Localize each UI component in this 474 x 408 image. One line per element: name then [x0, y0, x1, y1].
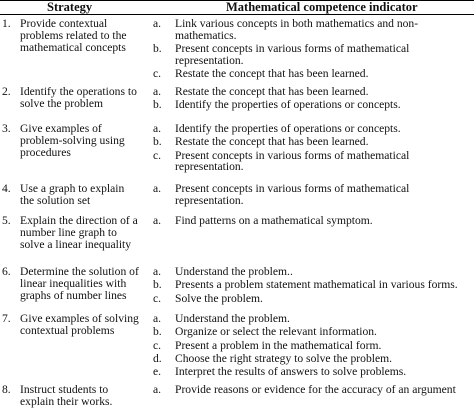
- indicator-text: [175, 123, 474, 135]
- indicator-line: Interpret the results of answers to solve problems.: [175, 365, 407, 379]
- strategy-cell: [20, 266, 160, 301]
- indicator-letter: a.: [153, 312, 162, 325]
- indicator-text: [175, 99, 474, 111]
- indicator-item: [153, 279, 474, 291]
- row-number: 1.: [2, 17, 11, 30]
- indicator-letter: a.: [153, 383, 162, 396]
- indicator-text: [175, 86, 474, 98]
- indicator-cell: [153, 266, 474, 304]
- indicator-line: Understand the problem.: [175, 312, 290, 325]
- indicator-text: [175, 366, 474, 378]
- indicator-line: Present concepts in various forms of mathematical: [175, 182, 410, 195]
- indicator-item: [153, 326, 474, 338]
- indicator-text: [175, 215, 474, 227]
- indicator-line: Solve the problem.: [175, 291, 263, 305]
- indicator-line: representation.: [175, 160, 244, 174]
- indicator-item: [153, 384, 474, 396]
- strategy-cell: [20, 313, 160, 337]
- strategy-line: problems related to the: [20, 28, 127, 42]
- indicator-line: Provide reasons or evidence for the accuracy of an argument: [175, 383, 456, 396]
- indicator-letter: b.: [153, 325, 162, 339]
- indicator-item: [153, 43, 474, 67]
- strategy-line: mathematical concepts: [20, 40, 126, 54]
- indicator-line: Presents a problem statement mathematical in various forms.: [175, 278, 458, 292]
- indicator-item: [153, 68, 474, 80]
- indicator-text: [175, 18, 474, 42]
- indicator-text: [175, 384, 474, 396]
- indicator-letter: a.: [153, 17, 162, 30]
- indicator-line: Identify the properties of operations or concepts.: [175, 122, 401, 135]
- indicator-line: Restate the concept that has been learned.: [175, 67, 369, 81]
- indicator-letter: a.: [153, 265, 162, 278]
- indicator-line: Organize or select the relevant information.: [175, 325, 377, 339]
- indicator-text: [175, 150, 474, 174]
- indicator-letter: b.: [153, 98, 162, 112]
- indicator-text: [175, 279, 474, 291]
- strategy-line: Identify the operations to: [20, 85, 137, 98]
- indicator-column-header: Mathematical competence indicator: [226, 0, 418, 14]
- indicator-cell: [153, 183, 474, 207]
- indicator-text: [175, 136, 474, 148]
- strategy-line: Use a graph to explain: [20, 182, 125, 195]
- indicator-line: Restate the concept that has been learned.: [175, 85, 369, 98]
- indicator-letter: c.: [153, 67, 162, 81]
- row-number: 8.: [2, 383, 11, 396]
- header-bottom-rule: [0, 14, 474, 15]
- indicator-item: [153, 353, 474, 365]
- indicator-item: [153, 215, 474, 227]
- indicator-line: mathematics.: [175, 28, 237, 42]
- row-number: 7.: [2, 312, 11, 325]
- strategy-line: procedures: [20, 145, 71, 159]
- strategy-cell: [20, 384, 160, 408]
- indicator-line: Find patterns on a mathematical symptom.: [175, 214, 373, 227]
- indicator-item: [153, 340, 474, 352]
- indicator-text: [175, 293, 474, 305]
- indicator-item: [153, 99, 474, 111]
- strategy-line: solve the problem: [20, 96, 104, 110]
- strategy-line: Provide contextual: [20, 17, 108, 30]
- strategy-line: the solution set: [20, 193, 91, 207]
- indicator-item: [153, 313, 474, 325]
- indicator-item: [153, 266, 474, 278]
- indicator-text: [175, 266, 474, 278]
- indicator-line: Understand the problem..: [175, 265, 293, 278]
- indicator-cell: [153, 313, 474, 378]
- indicator-text: [175, 326, 474, 338]
- indicator-letter: b.: [153, 278, 162, 292]
- indicator-line: representation.: [175, 53, 244, 67]
- row-number: 6.: [2, 265, 11, 278]
- strategy-cell: [20, 183, 160, 207]
- indicator-cell: [153, 86, 474, 111]
- indicator-letter: a.: [153, 122, 162, 135]
- indicator-item: [153, 366, 474, 378]
- strategy-line: contextual problems: [20, 323, 115, 337]
- indicator-item: [153, 293, 474, 305]
- row-number: 4.: [2, 182, 11, 195]
- indicator-text: [175, 313, 474, 325]
- strategy-line: problem-solving using: [20, 133, 125, 147]
- indicator-text: [175, 340, 474, 352]
- indicator-item: [153, 123, 474, 135]
- indicator-line: Choose the right strategy to solve the problem.: [175, 351, 393, 365]
- indicator-cell: [153, 123, 474, 173]
- indicator-text: [175, 353, 474, 365]
- indicator-cell: [153, 18, 474, 80]
- indicator-letter: b.: [153, 42, 162, 56]
- strategy-column-header: Strategy: [47, 0, 93, 14]
- row-number: 2.: [2, 85, 11, 98]
- indicator-text: [175, 183, 474, 207]
- strategy-line: solve a linear inequality: [20, 237, 132, 251]
- indicator-letter: c.: [153, 338, 162, 352]
- strategy-line: Give examples of: [20, 122, 102, 135]
- indicator-letter: c.: [153, 148, 162, 162]
- indicator-cell: [153, 215, 474, 227]
- indicator-letter: a.: [153, 214, 162, 227]
- row-number: 3.: [2, 122, 11, 135]
- strategy-cell: [20, 123, 160, 158]
- strategy-line: Instruct students to: [20, 383, 109, 396]
- indicator-item: [153, 18, 474, 42]
- strategy-cell: [20, 215, 160, 250]
- strategy-line: linear inequalities with: [20, 276, 127, 290]
- indicator-letter: a.: [153, 85, 162, 98]
- strategy-line: Explain the direction of a: [20, 214, 138, 227]
- indicator-line: Restate the concept that has been learned.: [175, 135, 369, 149]
- indicator-cell: [153, 384, 474, 396]
- strategy-line: number line graph to: [20, 225, 117, 239]
- strategy-line: graphs of number lines: [20, 288, 127, 302]
- strategy-line: Determine the solution of: [20, 265, 139, 278]
- indicator-letter: c.: [153, 291, 162, 305]
- row-number: 5.: [2, 214, 11, 227]
- indicator-line: Link various concepts in both mathematics and non-: [175, 17, 419, 30]
- indicator-letter: d.: [153, 351, 162, 365]
- indicator-item: [153, 150, 474, 174]
- indicator-line: Present concepts in various forms of mathematical: [175, 148, 410, 162]
- strategy-cell: [20, 86, 160, 110]
- indicator-line: Present a problem in the mathematical form.: [175, 338, 382, 352]
- indicator-item: [153, 136, 474, 148]
- indicator-line: representation.: [175, 193, 244, 207]
- strategy-line: explain their works.: [20, 394, 113, 408]
- indicator-letter: b.: [153, 135, 162, 149]
- indicator-line: Present concepts in various forms of mathematical: [175, 42, 410, 56]
- indicator-letter: e.: [153, 365, 162, 379]
- indicator-line: Identify the properties of operations or concepts.: [175, 98, 401, 112]
- indicator-item: [153, 86, 474, 98]
- indicator-item: [153, 183, 474, 207]
- indicator-text: [175, 43, 474, 67]
- strategy-cell: [20, 17, 162, 56]
- indicator-letter: a.: [153, 182, 162, 195]
- strategy-line: Give examples of solving: [20, 312, 139, 325]
- indicator-text: [175, 68, 474, 80]
